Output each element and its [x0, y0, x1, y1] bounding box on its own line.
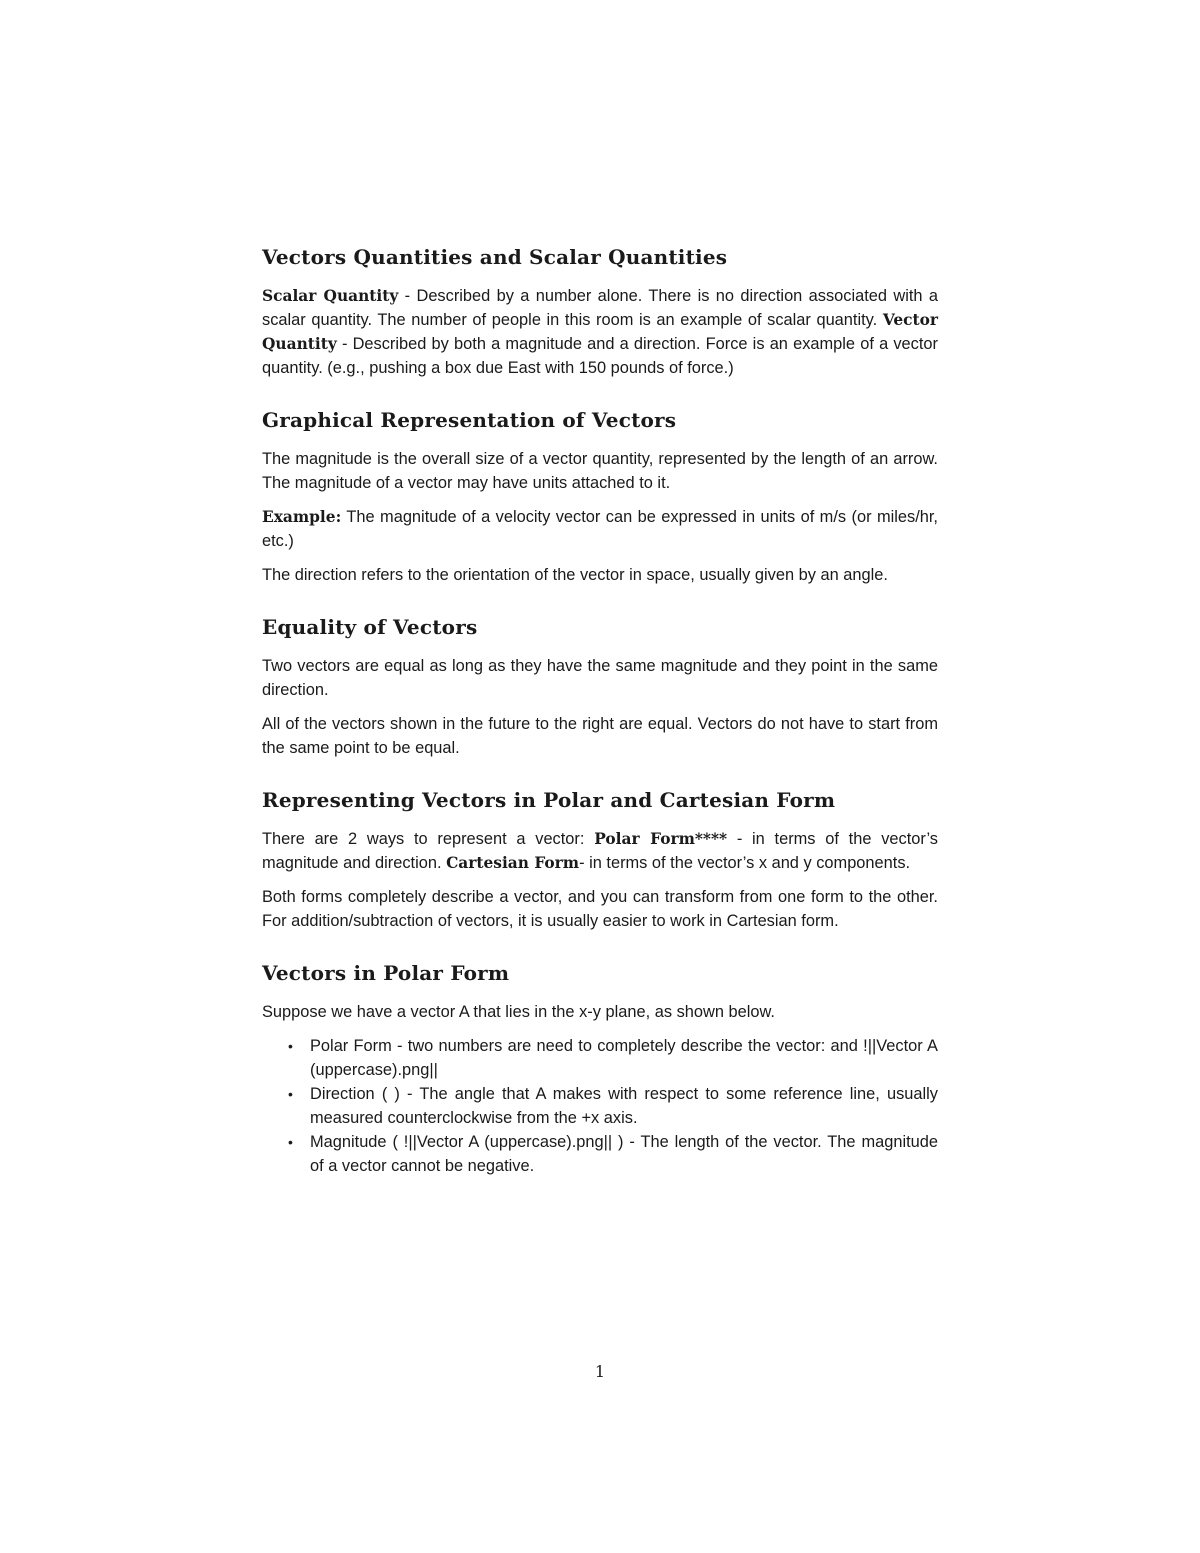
section-title-polar-form: Vectors in Polar Form — [262, 961, 510, 985]
section-title-graphical: Graphical Representation of Vectors — [262, 408, 677, 432]
forms-intro-text: There are 2 ways to represent a vector: — [262, 830, 595, 848]
section-title-equality: Equality of Vectors — [262, 615, 478, 639]
list-item-text: Direction ( ) - The angle that A makes with respect to some reference line, usually measured counterclockwise from the +x axis. — [310, 1085, 938, 1127]
example-paragraph — [262, 505, 938, 553]
example-text: The magnitude of a velocity vector can be expressed in units of m/s (or miles/hr, etc.) — [262, 508, 938, 550]
bullet-icon: • — [288, 1134, 293, 1150]
direction-paragraph: The direction refers to the orientation of the vector in space, usually given by an angle. — [262, 566, 888, 584]
cartesian-form-term: Cartesian Form — [446, 854, 580, 872]
page-number: 1 — [594, 1362, 606, 1381]
list-item — [288, 1082, 938, 1130]
equality-paragraph-1: Two vectors are equal as long as they have the same magnitude and they point in the same direction. — [262, 657, 938, 699]
vector-quantity-text: - Described by both a magnitude and a direction. Force is an example of a vector quantity. (e.g., pushing a box due East with 150 pounds of force.) — [262, 335, 938, 377]
scalar-quantity-term: Scalar Quantity — [262, 287, 399, 305]
scalar-quantity-text: - Described by a number alone. There is no direction associated with a scalar quantity. The number of people in this room is an example of scalar quantity. — [262, 287, 938, 329]
example-label: Example: — [262, 508, 342, 526]
document-page — [262, 240, 938, 1178]
scalar-vector-paragraph — [262, 284, 938, 380]
polar-form-text: - in terms of the vector’s magnitude and direction. — [262, 830, 938, 872]
polar-form-list — [262, 1034, 938, 1178]
bullet-icon: • — [288, 1038, 293, 1054]
list-item — [288, 1130, 938, 1178]
equality-paragraph-2: All of the vectors shown in the future to the right are equal. Vectors do not have to start from the same point to be equal. — [262, 715, 938, 757]
magnitude-paragraph: The magnitude is the overall size of a vector quantity, represented by the length of an arrow. The magnitude of a vector may have units attached to it. — [262, 450, 938, 492]
cartesian-form-text: - in terms of the vector’s x and y components. — [579, 854, 911, 872]
polar-form-term: Polar Form**** — [594, 830, 728, 848]
section-title-vectors-scalar: Vectors Quantities and Scalar Quantities — [262, 245, 728, 269]
vector-quantity-term: Vector Quantity — [262, 311, 938, 353]
list-item-text: Polar Form - two numbers are need to completely describe the vector: and !||Vector A (uppercase).png|| — [310, 1037, 938, 1079]
list-item — [288, 1034, 938, 1082]
polar-intro-paragraph: Suppose we have a vector A that lies in the x-y plane, as shown below. — [262, 1003, 775, 1021]
transform-paragraph: Both forms completely describe a vector, and you can transform from one form to the other. For addition/subtraction of vectors, it is usually easier to work in Cartesian form. — [262, 888, 938, 930]
section-title-polar-cartesian: Representing Vectors in Polar and Cartesian Form — [262, 788, 836, 812]
forms-paragraph — [262, 827, 938, 875]
list-item-text: Magnitude ( !||Vector A (uppercase).png|| ) - The length of the vector. The magnitude of a vector cannot be negative. — [310, 1133, 938, 1175]
bullet-icon: • — [288, 1086, 293, 1102]
